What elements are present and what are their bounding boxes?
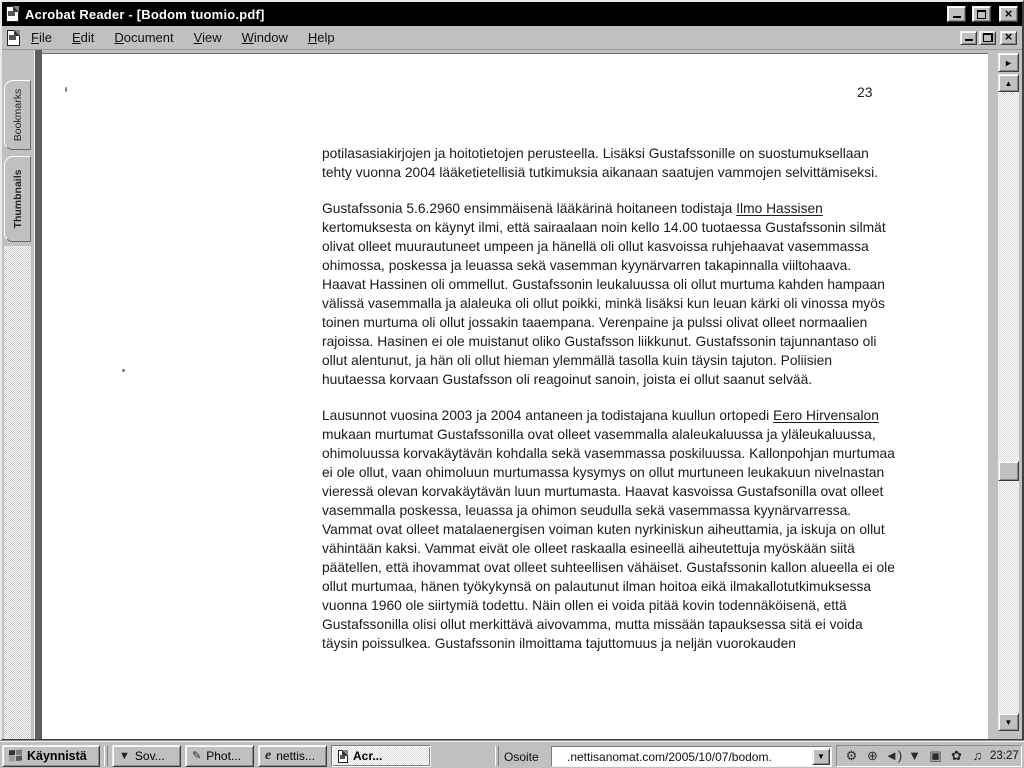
scrollbar-track[interactable] [998, 92, 1019, 713]
task-button-label: Sov... [134, 749, 165, 763]
pdf-document-icon[interactable] [7, 30, 20, 46]
taskbar-divider [104, 746, 108, 766]
text-segment: Lausunnot vuosina 2003 ja 2004 antaneen ja todistajana kuullun ortopedi [322, 408, 774, 423]
tabstrip-lower-texture [4, 246, 31, 739]
child-minimize-icon [965, 39, 973, 41]
text-segment: kertomuksesta on käynyt ilmi, että sairaalaan noin kello 14.00 tuotaessa Gustafssonin silmät olivat olleet muurautuneet umpeen ja hänellä oli ollut kasvoissa ruhjehaavat vasemmassa ohimossa, poskessa ja leuassa sekä vasemman kyynärvarren takapinnalla viiltohaava. Haavat Hassinen oli ommellut. Gustafssonin leukaluussa oli ollut murtuma kahden hampaan välissä vasemmalla ja alaleuka oli ollut poikki, minkä lisäksi kun leuan kärki oli vinossa myös toinen murtuma oli ollut jossakin taaempana. Verenpaine ja pulssi olivat olleet normaalien rajoissa. Hasinen ei ole muistanut oliko Gustafsson liikkunut. Gustafssonin tajunnantaso oli ollut alentunut, ja hän oli ollut hieman ylemmällä tasolla kuin täysin tajuton. Poliisien huutaessa korvaan Gustafsson oli reagoinut sanoin, joista ei ollut saanut selvää. [322, 220, 886, 387]
window-title: Acrobat Reader - [Bodom tuomio.pdf] [25, 6, 265, 22]
menu-item-file[interactable]: File [31, 30, 52, 45]
underlined-name: Ilmo Hassisen [736, 201, 823, 216]
funnel-triangle-icon: ▼ [119, 750, 130, 762]
photo-editor-icon: ✎ [192, 750, 202, 762]
menubar [2, 26, 1022, 50]
tab-thumbnails[interactable] [4, 156, 31, 242]
sidebar-tabstrip [2, 50, 35, 739]
underlined-name: Eero Hirvensalon [773, 408, 879, 423]
start-button-label: Käynnistä [27, 749, 87, 763]
page-left-margin [35, 50, 42, 739]
menu-item-document[interactable]: Document [114, 30, 174, 45]
taskbar-divider [495, 746, 499, 766]
volume-icon[interactable]: ◄) [885, 748, 903, 763]
text-segment: potilasasiakirjojen ja hoitotietojen perusteella. Lisäksi Gustafssonille on suostumuksellaan tehty vuonna 2004 lääketietellisiä tutkimuksia aikanaan saatujen vammojen selvittämiseksi. [322, 146, 879, 180]
text-segment: Gustafssonia 5.6.2960 ensimmäisenä lääkärinä hoitaneen todistaja [322, 201, 737, 216]
tray-clock: 23:27 [990, 750, 1019, 762]
taskbar [0, 741, 1024, 768]
down-arrow-icon: ▼ [1004, 717, 1013, 727]
task-button-acr[interactable] [331, 745, 431, 767]
document-workarea [2, 50, 1022, 739]
menu-item-help[interactable]: Help [307, 30, 335, 45]
menu-item-view[interactable]: View [193, 30, 222, 45]
close-icon: × [1004, 6, 1013, 21]
tab-bookmarks[interactable] [4, 80, 31, 150]
menu-item-window[interactable]: Window [241, 30, 288, 45]
toolbar-expand-button[interactable] [998, 53, 1019, 72]
tab-bookmarks-label: Bookmarks [11, 88, 24, 142]
paragraph [322, 199, 896, 389]
window-titlebar[interactable] [2, 2, 1022, 26]
child-close-icon: × [1004, 28, 1013, 44]
text-segment: mukaan murtumat Gustafssonilla ovat olleet vasemmalla alaleukaluussa ja yläleukaluussa, ohimoluussa korvakäytävän kohdalla sekä vasemmassa poskiluussa. Kallonpohjan murtumaa ei ole ollut, vaan ohimoluun murtumassa kysymys on ollut murtuneen leukakuun nivelnastan vieressä olevan korvakäytävän luun murtumasta. Haavat kasvoissa Gustafsonilla ovat olleet vasemmalla poskessa, leuassa ja ohimon seudulla sekä vasemmassa kyynärvarressa. Vammat ovat olleet matalaenergisen voiman kuten nyrkiniskun aiheuttamia, ja iskuja on ollut vähintään kaksi. Vammat eivät ole olleet raskaalla esineellä aiheutettuja myöskään siitä päätellen, että ihovammat ovat olleet suhteellisen vähäiset. Gustafssonin kallon alueella ei ole ollut murtumaa, hänen työkykynsä on palautunut ilman hoitoa eikä ilmakallotutkimuksessa vuonna 1960 ole siirtymiä todettu. Näin ollen ei voida pitää kovin todennäköisenä, että Gustafssonilla olisi ollut merkittävä aivovamma, mutta missään tapauksessa sitä ei voida täysin poissulkea. Gustafssonin ilmoittama tajuttomuus ja neljän vuorokauden [322, 427, 895, 651]
scroll-up-button[interactable] [998, 74, 1019, 92]
network-globe-icon[interactable]: ⊕ [867, 748, 878, 763]
acrobat-reader-icon [338, 750, 348, 763]
document-text [322, 144, 896, 670]
address-label: Osoite [504, 750, 539, 764]
address-dropdown-button[interactable] [812, 748, 830, 765]
task-button-label: nettis... [276, 749, 315, 763]
antivirus-flower-icon[interactable]: ✿ [951, 748, 962, 763]
maximize-icon [977, 10, 986, 19]
scrollbar-thumb[interactable] [998, 461, 1019, 481]
right-arrow-icon: ► [1004, 57, 1013, 68]
minimize-icon [953, 16, 961, 18]
task-button-label: Phot... [206, 749, 241, 763]
task-button-label: Acr... [353, 749, 383, 763]
chevron-down-icon: ▼ [817, 752, 825, 761]
address-combobox[interactable] [551, 746, 832, 767]
paragraph [322, 144, 896, 182]
menu-item-edit[interactable]: Edit [71, 30, 95, 45]
paragraph [322, 406, 896, 653]
task-button-phot[interactable] [185, 745, 254, 767]
scheduler-icon[interactable]: ⚙ [845, 748, 858, 763]
scan-speck [122, 369, 125, 372]
system-tray [836, 745, 1022, 767]
task-button-nettis[interactable] [258, 745, 327, 767]
up-arrow-icon: ▲ [1004, 78, 1013, 88]
minimize-button[interactable] [947, 6, 966, 22]
child-restore-button[interactable] [979, 31, 996, 45]
page-number: 23 [857, 84, 873, 100]
display-settings-icon[interactable]: ▣ [929, 748, 942, 763]
start-button[interactable] [2, 745, 100, 767]
scan-speck [65, 87, 67, 92]
address-input[interactable]: .nettisanomat.com/2005/10/07/bodom. [567, 749, 772, 764]
pdf-page [42, 53, 988, 739]
internet-explorer-icon: e [265, 748, 272, 763]
child-close-button[interactable] [1000, 28, 1017, 45]
scroll-down-button[interactable] [998, 713, 1019, 731]
acrobat-app-icon[interactable] [6, 6, 19, 22]
windows-logo-icon [9, 750, 22, 763]
tab-thumbnails-label: Thumbnails [11, 169, 24, 229]
child-minimize-button[interactable] [960, 31, 977, 45]
task-button-sov[interactable] [112, 745, 181, 767]
maximize-button[interactable] [972, 6, 991, 22]
close-button[interactable] [999, 6, 1018, 22]
fsecure-triangle-icon[interactable]: ▼ [908, 748, 921, 763]
vertical-scrollbar[interactable] [998, 74, 1019, 731]
child-restore-icon [983, 33, 993, 42]
audio-cd-icon[interactable]: ♫ [972, 748, 983, 763]
